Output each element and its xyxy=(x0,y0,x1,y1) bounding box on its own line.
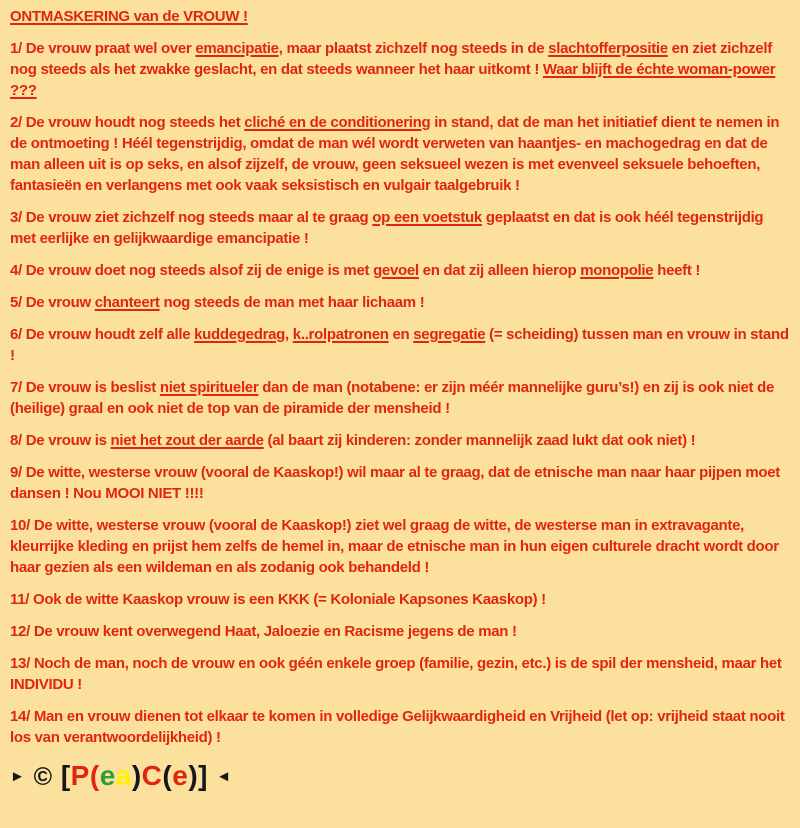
footer-char: [ xyxy=(60,760,71,791)
paragraph-2 xyxy=(10,112,792,196)
underlined-text: monopolie xyxy=(580,262,654,279)
text-segment: 12/ De vrouw kent overwegend Haat, Jaloezie en Racisme jegens de man ! xyxy=(10,623,517,640)
text-segment: , xyxy=(285,326,293,343)
paragraph-1 xyxy=(10,38,792,101)
text-segment: 10/ De witte, westerse vrouw (vooral de Kaaskop!) ziet wel graag de witte, de westerse man in extravagante, kleurrijke kleding en prijst hem zelfs de hemel in, maar de etnische man in hun eigen culturele dracht wordt door haar gezien als een wildeman en als zodanig ook behandeld ! xyxy=(10,517,779,576)
paragraph-10 xyxy=(10,515,792,578)
underlined-text: k..rolpatronen xyxy=(292,326,389,343)
footer-char: ) xyxy=(131,760,142,791)
underlined-text: gevoel xyxy=(373,262,419,279)
paragraph-7 xyxy=(10,377,792,419)
footer-char: P xyxy=(70,760,90,791)
paragraph-12 xyxy=(10,621,792,642)
underlined-text: emancipatie xyxy=(195,40,279,57)
text-segment: en ziet zichzelf nog steeds als het zwakke geslacht, en dat steeds wanneer het haar uitkomt ! xyxy=(10,40,772,78)
text-segment: 11/ Ook de witte Kaaskop vrouw is een KKK (= Koloniale Kapsones Kaaskop) ! xyxy=(10,591,546,608)
paragraph-14 xyxy=(10,706,792,748)
text-segment: 1/ De vrouw praat wel over xyxy=(10,40,196,57)
text-segment: 8/ De vrouw is xyxy=(10,432,111,449)
footer-space xyxy=(53,760,61,791)
text-segment: 9/ De witte, westerse vrouw (vooral de Kaaskop!) wil maar al te graag, dat de etnische man naar haar pijpen moet dansen ! Nou MOOI NIET !!!! xyxy=(10,464,780,502)
text-segment: nog steeds de man met haar lichaam ! xyxy=(159,294,425,311)
underlined-text: Waar blijft de échte woman-power ??? xyxy=(10,61,776,99)
right-triangle-icon: ► xyxy=(10,768,26,785)
underlined-text: chanteert xyxy=(94,294,160,311)
footer-space xyxy=(25,760,33,791)
footer-char: a xyxy=(115,760,132,791)
copyright-icon: © xyxy=(33,763,53,791)
page-title xyxy=(10,6,792,27)
text-segment: 14/ Man en vrouw dienen tot elkaar te komen in volledige Gelijkwaardigheid en Vrijheid (let op: vrijheid staat nooit los van verantwoordelijkheid) ! xyxy=(10,708,785,746)
text-segment: 4/ De vrouw doet nog steeds alsof zij de enige is met xyxy=(10,262,374,279)
underlined-text: slachtofferpositie xyxy=(548,40,668,57)
text-segment: 13/ Noch de man, noch de vrouw en ook géén enkele groep (familie, gezin, etc.) is de spil der mensheid, maar het INDIVIDU ! xyxy=(10,655,782,693)
text-segment: en xyxy=(388,326,414,343)
text-segment: (al baart zij kinderen: zonder mannelijk zaad lukt dat ook niet) ! xyxy=(263,432,696,449)
footer-signature xyxy=(10,759,792,794)
text-segment: geplaatst en dat is ook héél tegenstrijdig met eerlijke en gelijkwaardige emancipatie ! xyxy=(10,209,764,247)
text-segment: heeft ! xyxy=(653,262,701,279)
text-segment: 2/ De vrouw houdt nog steeds het xyxy=(10,114,245,131)
paragraph-5 xyxy=(10,292,792,313)
footer-char: ) xyxy=(188,760,199,791)
underlined-text: kuddegedrag xyxy=(194,326,286,343)
paragraph-9 xyxy=(10,462,792,504)
footer-space xyxy=(208,760,216,791)
footer-char: C xyxy=(141,760,163,791)
underlined-text: niet spiritueler xyxy=(159,379,259,396)
footer-char: ( xyxy=(162,760,173,791)
document-body xyxy=(10,6,792,748)
footer-char: e xyxy=(99,760,116,791)
left-triangle-icon: ◄ xyxy=(216,768,232,785)
underlined-text: op een voetstuk xyxy=(372,209,482,226)
paragraph-3 xyxy=(10,207,792,249)
underlined-text: niet het zout der aarde xyxy=(110,432,264,449)
text-segment: 7/ De vrouw is beslist xyxy=(10,379,160,396)
text-segment: 6/ De vrouw houdt zelf alle xyxy=(10,326,195,343)
footer-char: e xyxy=(172,760,189,791)
text-segment: en dat zij alleen hierop xyxy=(418,262,581,279)
underlined-text: ONTMASKERING van de VROUW ! xyxy=(10,8,248,25)
underlined-text: cliché en de conditionering xyxy=(244,114,431,131)
text-segment: dan de man (notabene: er zijn méér mannelijke guru’s!) en zij is ook niet de (heilige) graal en ook niet de top van de piramide der mensheid ! xyxy=(10,379,775,417)
paragraph-8 xyxy=(10,430,792,451)
text-segment: in stand, dat de man het initiatief dient te nemen in de ontmoeting ! Héél tegenstrijdig, omdat de man wél wordt verweten van haantjes- en machogedrag en dat de man alleen uit is op seks, en alsof zijzelf, de vrouw, geen seksueel wezen is met evenveel seksuele behoeften, fantasieën en verlangens met ook vaak seksistisch en vulgair taalgebruik ! xyxy=(10,114,780,194)
footer-char: ] xyxy=(198,760,208,791)
paragraph-6 xyxy=(10,324,792,366)
text-segment: 3/ De vrouw ziet zichzelf nog steeds maar al te graag xyxy=(10,209,373,226)
text-segment: 5/ De vrouw xyxy=(10,294,95,311)
paragraph-13 xyxy=(10,653,792,695)
underlined-text: segregatie xyxy=(413,326,486,343)
paragraph-11 xyxy=(10,589,792,610)
paragraph-4 xyxy=(10,260,792,281)
text-segment: , maar plaatst zichzelf nog steeds in de xyxy=(278,40,549,57)
footer-char: ( xyxy=(89,760,100,791)
text-segment: (= scheiding) tussen man en vrouw in stand ! xyxy=(10,326,789,364)
